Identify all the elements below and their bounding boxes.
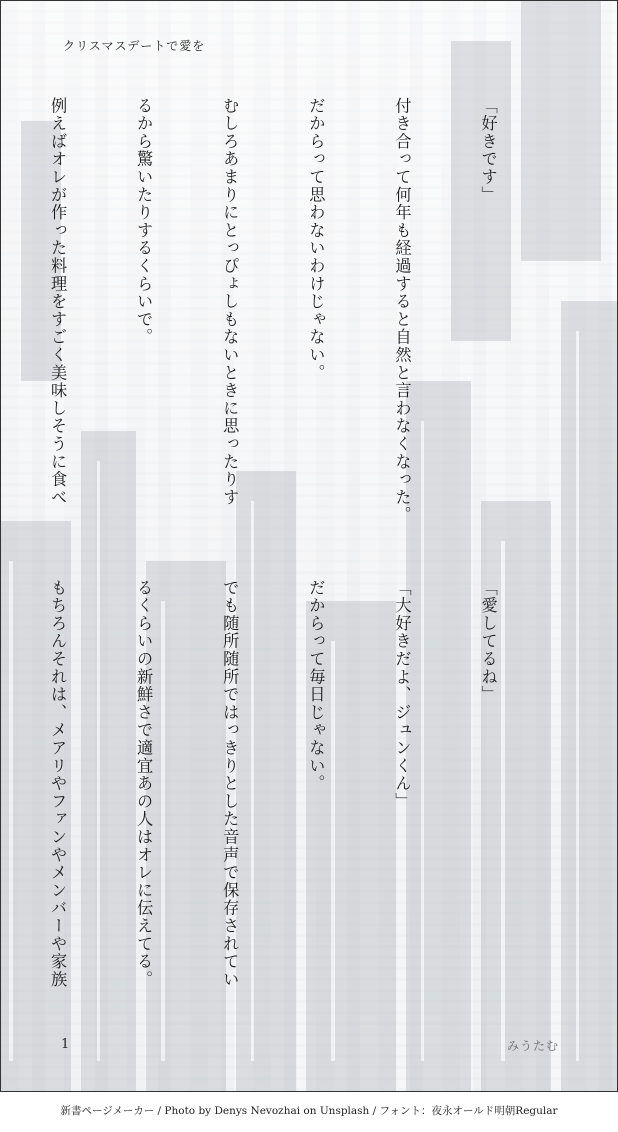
- text-line: 「愛してるね」: [478, 579, 498, 704]
- text-block-top: [0, 97, 559, 547]
- text-line: 例えばオレが作った料理をすごく美味しそうに食べ: [48, 97, 68, 507]
- running-title: クリスマスデートで愛を: [63, 39, 206, 53]
- text-block-bottom: [0, 579, 559, 989]
- text-line: るから驚いたりするくらいで。: [134, 97, 154, 347]
- text-line: 「好きです」: [478, 97, 498, 204]
- text-line: もちろんそれは、メアリやファンやメンバーや家族: [48, 579, 68, 989]
- text-line: 付き合って何年も経過すると自然と言わなくなった。: [392, 97, 412, 525]
- text-line: でも随所随所ではっきりとした音声で保存されてい: [220, 579, 240, 989]
- text-line: るくらいの新鮮さで適宜あの人はオレに伝えてる。: [134, 579, 154, 989]
- text-line: むしろあまりにとっぴょしもないときに思ったりす: [220, 97, 240, 507]
- text-line: だからって思わないわけじゃない。: [306, 97, 326, 382]
- credit-line: 新書ページメーカー / Photo by Denys Nevozhai on Unsplash / フォント：夜永オールド明朝Regular: [60, 1105, 558, 1117]
- page-number: 1: [61, 1037, 70, 1052]
- author-name: みうたむ: [506, 1039, 559, 1053]
- text-line: 「大好きだよ、ジュンくん」: [392, 579, 412, 811]
- text-line: だからって毎日じゃない。: [306, 579, 326, 793]
